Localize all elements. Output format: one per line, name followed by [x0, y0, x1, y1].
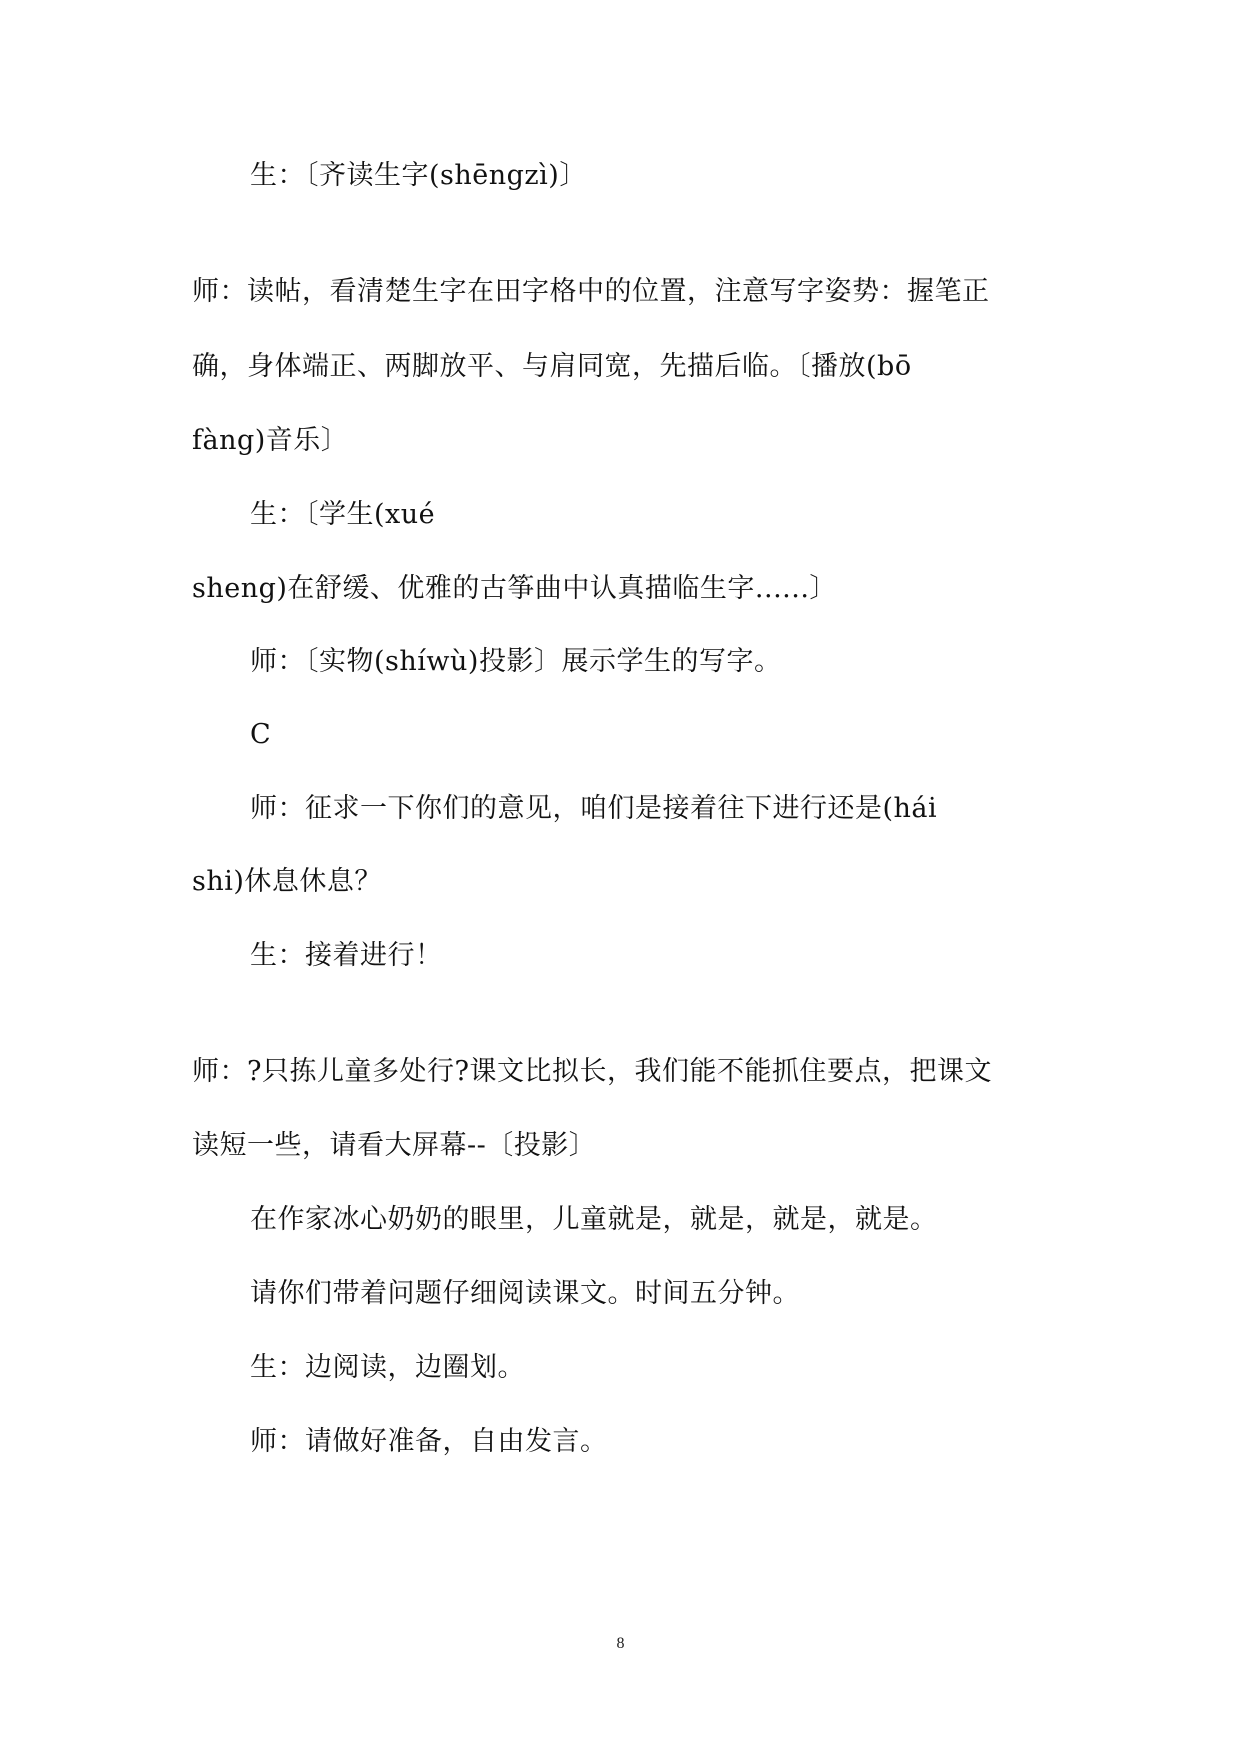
- text-line: 读短一些，请看大屏幕--〔投影〕: [192, 1130, 597, 1161]
- text-line: 生：接着进行！: [250, 940, 443, 971]
- text-line: 生：〔学生(xué: [250, 499, 436, 530]
- text-line: 师：请做好准备，自由发言。: [250, 1426, 608, 1457]
- text-line: 在作家冰心奶奶的眼里，儿童就是，就是，就是，就是。: [250, 1204, 938, 1235]
- page-number: 8: [616, 1635, 625, 1652]
- text-line: 师：读帖，看清楚生字在田字格中的位置，注意写字姿势：握笔正: [192, 276, 990, 307]
- text-line: 生：边阅读，边圈划。: [250, 1352, 525, 1383]
- text-line: 生：〔齐读生字(shēngzì)〕: [250, 160, 587, 191]
- text-line: shi)休息休息？: [192, 866, 382, 897]
- text-line: 师：〔实物(shíwù)投影〕展示学生的写字。: [250, 646, 782, 677]
- text-line: 师：?只拣儿童多处行?课文比拟长，我们能不能抓住要点，把课文: [192, 1056, 992, 1087]
- text-line: C: [250, 719, 272, 750]
- text-line: fàng)音乐〕: [192, 425, 349, 456]
- text-line: 请你们带着问题仔细阅读课文。时间五分钟。: [250, 1278, 800, 1309]
- text-line: sheng)在舒缓、优雅的古筝曲中认真描临生字......〕: [192, 573, 837, 604]
- text-line: 师：征求一下你们的意见，咱们是接着往下进行还是(hái: [250, 793, 938, 824]
- text-line: 确，身体端正、两脚放平、与肩同宽，先描后临。〔播放(bō: [192, 351, 912, 382]
